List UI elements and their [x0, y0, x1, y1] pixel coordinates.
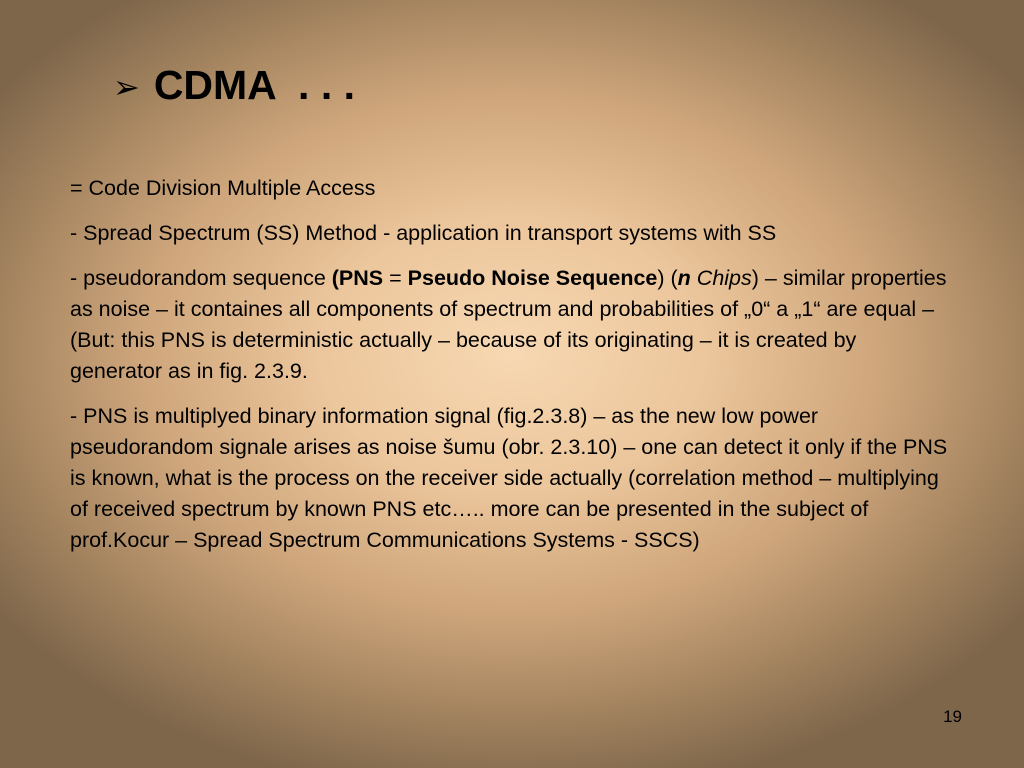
pns-full-name: Pseudo Noise Sequence: [407, 266, 658, 290]
paragraph-pns-multiplication: - PNS is multiplyed binary information signal (fig.2.3.8) – as the new low power pseudorandom signale arises as noise šumu (obr. 2.3.10) – one can detect it only if the PNS is known, what is the process on the receiver side actually (correlation method – multiplying of received spectrum by known PNS etc….. more can be presented in the subject of prof.Kocur – Spread Spectrum Communications Systems - SSCS): [70, 404, 948, 552]
text-span: ) (: [657, 266, 678, 290]
paragraph-pseudorandom-sequence: [70, 263, 950, 387]
text-span: =: [383, 266, 408, 290]
pns-abbreviation: (PNS: [331, 266, 384, 290]
n-variable: n: [677, 266, 691, 290]
page-number: 19: [943, 707, 962, 726]
text-span: - pseudorandom sequence: [70, 266, 332, 290]
paragraph-spread-spectrum: - Spread Spectrum (SS) Method - application in transport systems with SS: [70, 221, 777, 245]
slide-title: CDMA . . .: [153, 62, 356, 108]
title-row: [113, 62, 355, 109]
slide-body: [70, 173, 950, 570]
paragraph-definition: = Code Division Multiple Access: [70, 176, 376, 200]
chips-term: Chips: [690, 266, 752, 290]
arrow-bullet-icon: ➢: [113, 67, 140, 106]
text-span: ) – similar properties as noise – it containes all components of spectrum and probabilities of „0“ a „1“ are equal – (But: this PNS is deterministic actually – because of its originating – it is created by generator as in fig. 2.3.9.: [70, 266, 947, 383]
